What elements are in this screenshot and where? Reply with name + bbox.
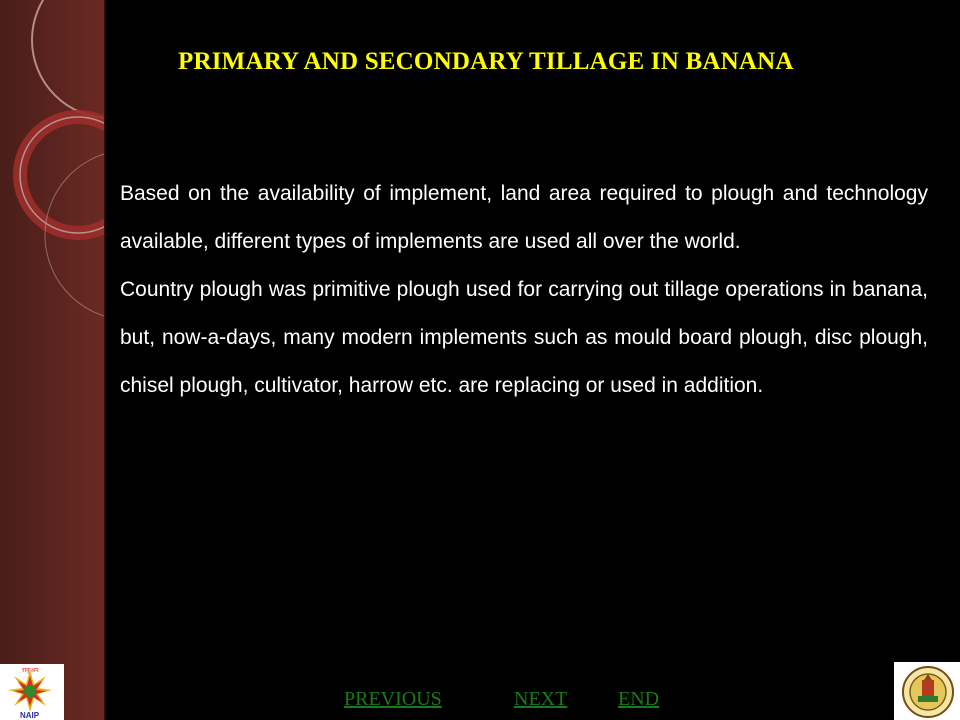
naip-script-text: राकृअप <box>22 667 39 674</box>
slide-navigation <box>0 688 960 716</box>
university-seal-logo <box>894 662 960 720</box>
naip-emblem-icon <box>0 664 64 720</box>
paragraph-implements: Based on the availability of implement, land area required to plough and technology available, different types of implements are used all over the world. <box>120 182 928 253</box>
sidebar-decoration <box>0 0 106 720</box>
naip-logo <box>0 664 64 720</box>
slide-title: PRIMARY AND SECONDARY TILLAGE IN BANANA <box>178 48 794 75</box>
slide-body <box>120 170 928 410</box>
end-link[interactable]: END <box>618 688 660 710</box>
next-link[interactable]: NEXT <box>514 688 568 710</box>
paragraph-country-plough: Country plough was primitive plough used for carrying out tillage operations in banana, but, now-a-days, many modern implements such as mould board plough, disc plough, chisel plough, cultivator, harrow etc. are replacing or used in addition. <box>120 278 928 397</box>
university-seal-icon <box>894 662 960 720</box>
decorative-circles <box>0 0 106 720</box>
naip-caption: NAIP <box>20 711 40 720</box>
sidebar-edge <box>104 0 106 720</box>
previous-link[interactable]: PREVIOUS <box>344 688 442 710</box>
